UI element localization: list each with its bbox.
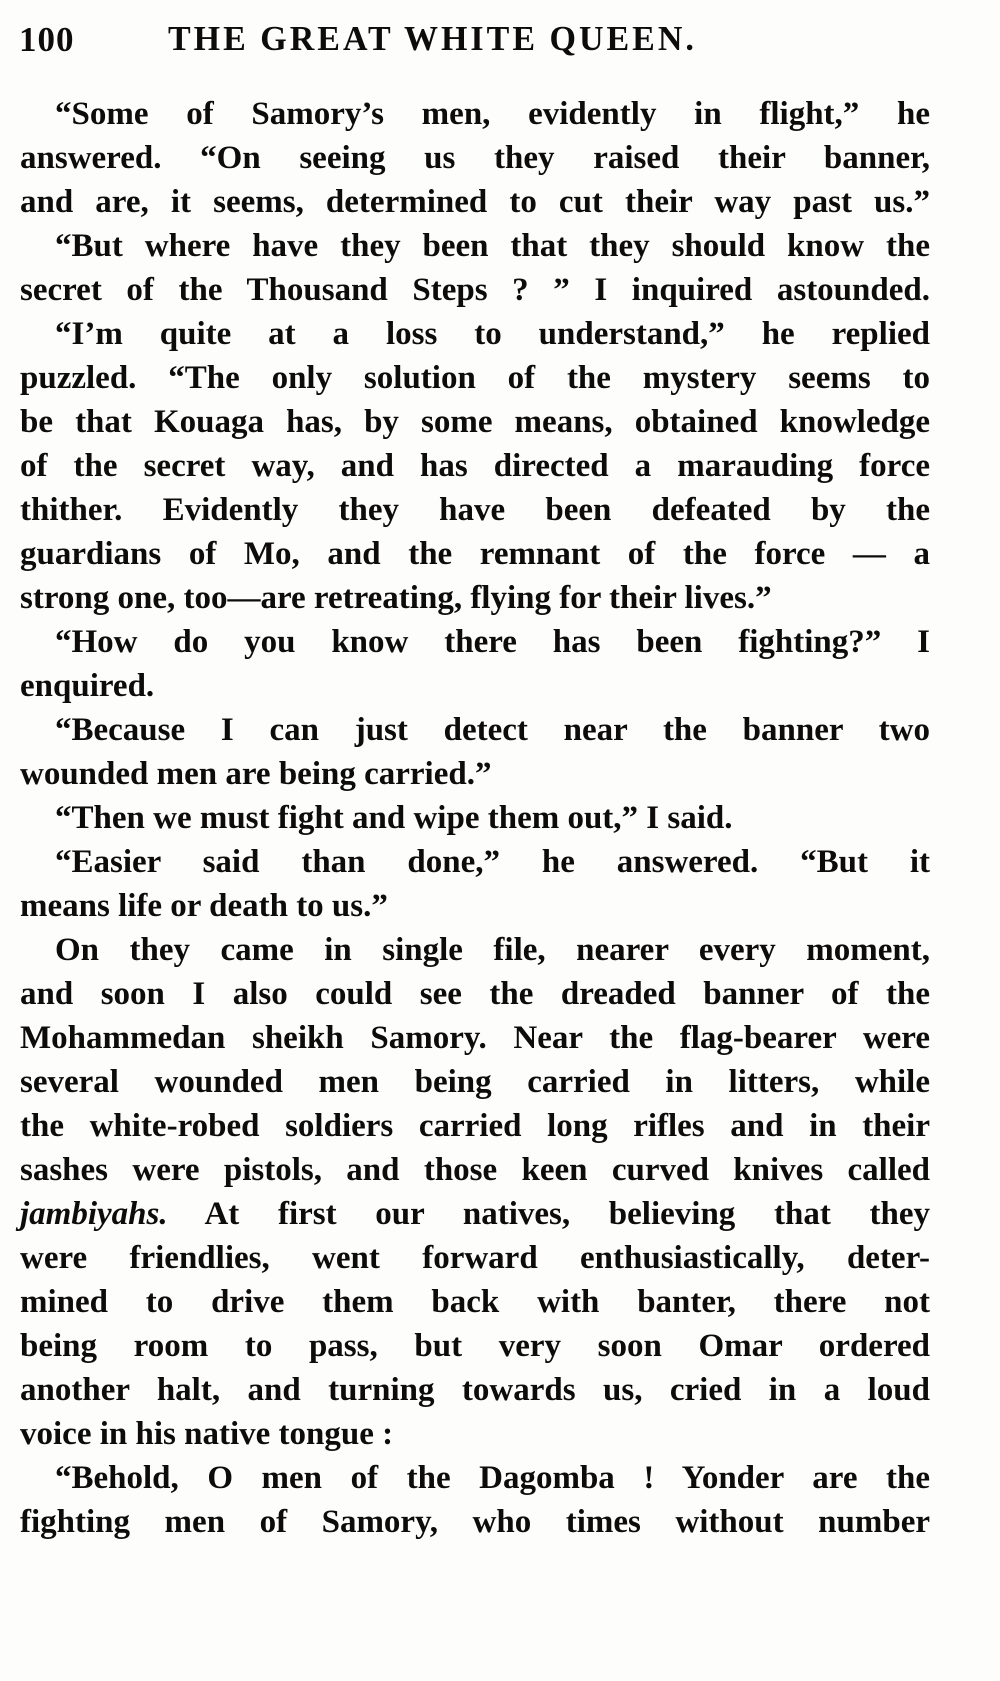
paragraph bbox=[20, 312, 930, 620]
text-line: wounded men are being carried.” bbox=[20, 756, 492, 792]
text-line: On they came in single file, nearer every moment, bbox=[55, 932, 930, 968]
text-line: “Behold, O men of the Dagomba ! Yonder are the bbox=[55, 1460, 930, 1496]
text-line: “Then we must fight and wipe them out,” I said. bbox=[55, 800, 733, 836]
running-title: THE GREAT WHITE QUEEN. bbox=[168, 20, 697, 59]
text-line: voice in his native tongue : bbox=[20, 1416, 394, 1452]
text-line: were friendlies, went forward enthusiastically, deter- bbox=[20, 1240, 930, 1276]
paragraph bbox=[20, 840, 930, 928]
text-line: another halt, and turning towards us, cried in a loud bbox=[20, 1372, 930, 1408]
text-line: Mohammedan sheikh Samory. Near the flag-bearer were bbox=[20, 1020, 930, 1056]
paragraph bbox=[20, 620, 930, 708]
text-line: fighting men of Samory, who times without number bbox=[20, 1504, 930, 1540]
text-line: “How do you know there has been fighting?” I bbox=[55, 624, 930, 660]
text-line: answered. “On seeing us they raised their banner, bbox=[20, 140, 930, 176]
text-line: puzzled. “The only solution of the mystery seems to bbox=[20, 360, 930, 396]
text-line: thither. Evidently they have been defeated by the bbox=[20, 492, 930, 528]
page-number: 100 bbox=[19, 20, 75, 59]
text-line: being room to pass, but very soon Omar ordered bbox=[20, 1328, 930, 1364]
italic-word: jambiyahs. bbox=[20, 1196, 168, 1232]
text-line: and soon I also could see the dreaded banner of the bbox=[20, 976, 930, 1012]
paragraph bbox=[20, 92, 930, 224]
text-line: “Some of Samory’s men, evidently in flight,” he bbox=[55, 96, 930, 132]
paragraph bbox=[20, 796, 930, 840]
paragraph bbox=[20, 1456, 930, 1544]
page-header bbox=[0, 0, 1000, 58]
text-line: sashes were pistols, and those keen curved knives called bbox=[20, 1152, 930, 1188]
text-line: “Easier said than done,” he answered. “But it bbox=[55, 844, 930, 880]
text-line: and are, it seems, determined to cut their way past us.” bbox=[20, 184, 930, 220]
body-text bbox=[20, 92, 930, 1544]
text-line: secret of the Thousand Steps ? ” I inquired astounded. bbox=[20, 272, 930, 308]
paragraph bbox=[20, 708, 930, 796]
text-line: enquired. bbox=[20, 668, 155, 704]
text-line: be that Kouaga has, by some means, obtained knowledge bbox=[20, 404, 930, 440]
text-line: means life or death to us.” bbox=[20, 888, 388, 924]
text-line: jambiyahs. At first our natives, believing that they bbox=[20, 1196, 930, 1232]
text-line: the white-robed soldiers carried long rifles and in their bbox=[20, 1108, 930, 1144]
text-line: “But where have they been that they should know the bbox=[55, 228, 930, 264]
text-line: strong one, too—are retreating, flying for their lives.” bbox=[20, 580, 772, 616]
paragraph bbox=[20, 224, 930, 312]
text-line: guardians of Mo, and the remnant of the force — a bbox=[20, 536, 930, 572]
text-line: of the secret way, and has directed a marauding force bbox=[20, 448, 930, 484]
text-line: “I’m quite at a loss to understand,” he replied bbox=[55, 316, 930, 352]
text-line: mined to drive them back with banter, there not bbox=[20, 1284, 930, 1320]
text-line: “Because I can just detect near the banner two bbox=[55, 712, 930, 748]
text-line: several wounded men being carried in litters, while bbox=[20, 1064, 930, 1100]
paragraph bbox=[20, 928, 930, 1456]
